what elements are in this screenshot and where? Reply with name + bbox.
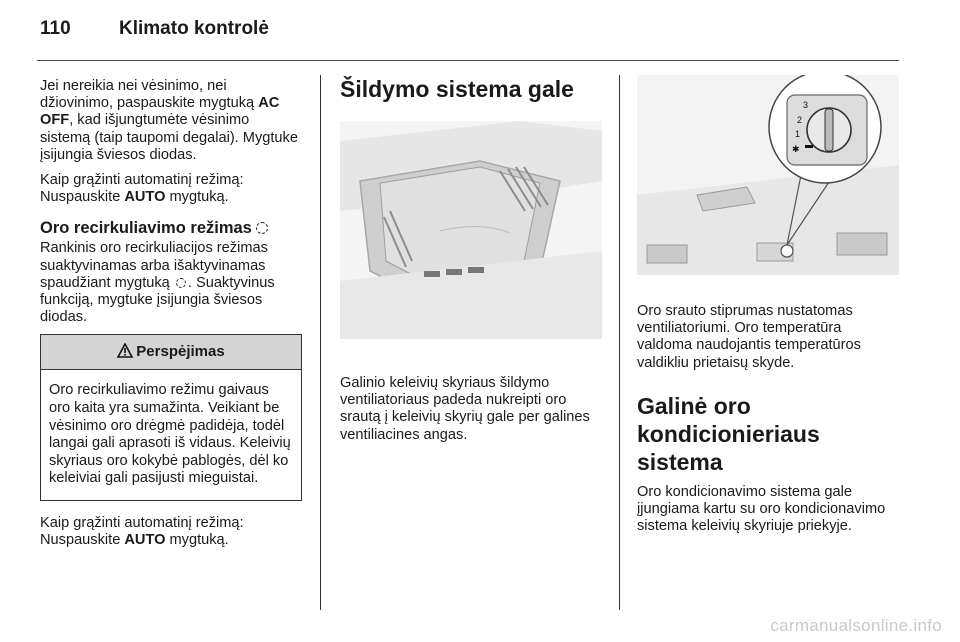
paragraph-auto-2: Kaip grąžinti automatinį režimą: Nuspauskite AUTO mygtuką. <box>40 515 244 549</box>
rear-heating-caption: Galinio keleivių skyriaus šildymo ventiliatoriaus padeda nukreipti oro srautą į keleivių skyrių gale per galines ventiliacines angas. <box>340 375 590 443</box>
rear-ac-heading: Galinė oro kondicionieriaus sistema <box>637 392 820 475</box>
knob-label-1: 1 <box>795 129 801 139</box>
column-right <box>637 75 899 543</box>
knob-label-2: 2 <box>797 115 803 125</box>
paragraph-recirculation: Rankinis oro recirkuliacijos režimas suaktyvinamas arba išaktyvinamas spaudžiant mygtuką . Suaktyvinus funkciją, mygtuke įsijungia šviesos diodas. <box>40 240 275 326</box>
column-divider-1 <box>320 75 321 610</box>
recirculation-heading: Oro recirkuliavimo režimas <box>40 218 302 238</box>
warning-body: Oro recirkuliavimo režimu gaivaus oro kaita yra sumažinta. Veikiant be vėsinimo oro drėgmė padidėja, todėl langai gali aprasoti iš vidaus. Keleivių skyriaus oro kokybė pablogės, dėl ko keleiviai gali pasijusti mieguistai. <box>49 382 291 487</box>
warning-header: Perspėjimas <box>41 335 301 370</box>
auto-label: AUTO <box>124 189 166 206</box>
knob-label-fan: ✱ <box>792 145 800 155</box>
auto-label: AUTO <box>124 532 166 549</box>
fan-control-text: Oro srauto stiprumas nustatomas ventiliatoriumi. Oro temperatūra valdoma naudojantis temperatūros valdikliu prietaisų skyde. <box>637 303 861 371</box>
rear-heating-heading: Šildymo sistema gale <box>340 76 574 102</box>
warning-triangle-icon <box>117 343 133 358</box>
rear-heater-vent-illustration <box>340 121 602 339</box>
page-number: 110 <box>40 18 71 39</box>
ac-off-label: AC OFF <box>40 95 280 129</box>
recirculation-icon <box>176 278 186 288</box>
header-rule <box>37 60 899 61</box>
paragraph-auto-1: Kaip grąžinti automatinį režimą: Nuspauskite AUTO mygtuką. <box>40 172 244 206</box>
warning-box <box>40 334 302 501</box>
column-middle <box>340 75 602 452</box>
column-left <box>40 78 302 557</box>
paragraph-ac-off: Jei nereikia nei vėsinimo, nei džiovinimo, paspauskite mygtuką AC OFF, kad išjungtumėte vėsinimo sistemą (taip taupomi degalai). Mygtuke įsijungia šviesos diodas. <box>40 78 298 163</box>
column-divider-2 <box>619 75 620 610</box>
watermark: carmanualsonline.info <box>770 616 942 635</box>
chapter-title: Klimato kontrolė <box>119 18 269 39</box>
rear-ac-text: Oro kondicionavimo sistema gale įjungiama kartu su oro kondicionavimo sistema keleivių skyriuje priekyje. <box>637 483 886 535</box>
rear-fan-control-illustration <box>637 75 899 275</box>
knob-label-3: 3 <box>803 100 809 110</box>
recirculation-icon <box>256 222 268 234</box>
